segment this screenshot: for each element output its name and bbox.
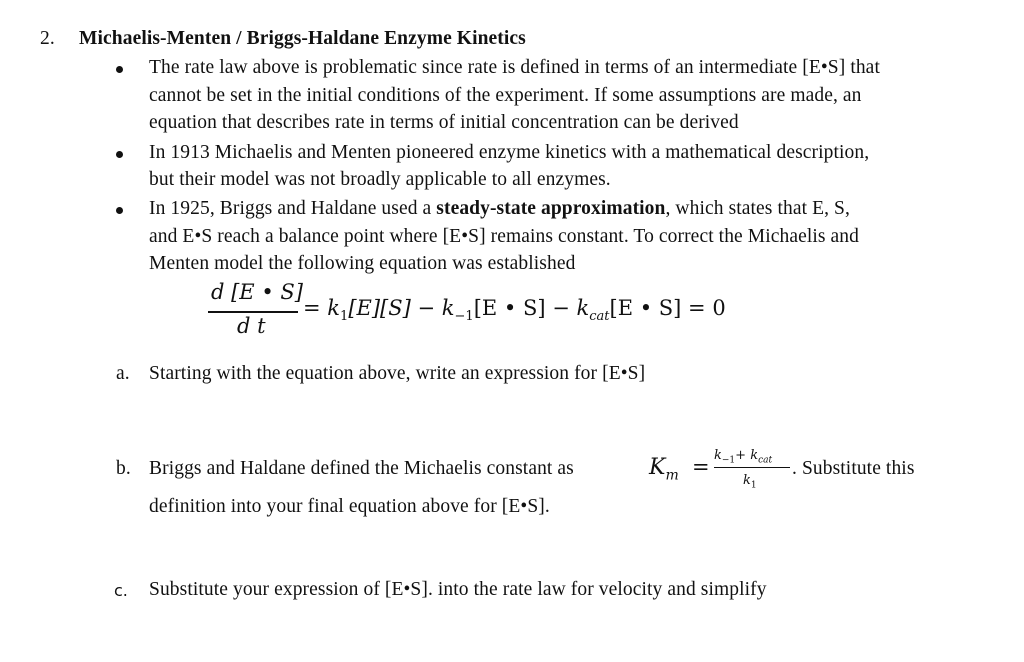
km-denominator [743, 473, 757, 491]
km-fraction-bar [714, 467, 790, 468]
km-equals: = [692, 455, 710, 479]
bullet-1-line-3: equation that describes rate in terms of initial concentration can be derived [149, 112, 739, 133]
km-num-k1: k [714, 448, 722, 463]
equation-numerator: d [E • S] [211, 280, 303, 304]
equation-k-minus1-sub: −1 [454, 309, 474, 325]
km-den-k: k [743, 473, 751, 488]
bullet-1-line-1: The rate law above is problematic since rate is defined in terms of an intermediate [E•S] that [149, 57, 880, 78]
part-a-label: a. [116, 363, 130, 384]
equation-k-minus1: k [441, 296, 455, 320]
km-k: K [649, 455, 666, 480]
section-number: 2. [40, 28, 55, 49]
equation-kcat: k [576, 296, 590, 320]
part-c-label: c. [114, 581, 128, 600]
bullet-3-line-1-pre: In 1925, Briggs and Haldane used a [149, 198, 437, 219]
part-b-text: Briggs and Haldane defined the Michaelis constant as [149, 458, 574, 479]
part-b-label: b. [116, 458, 131, 479]
equation-k1: k [327, 296, 341, 320]
part-b-text-post: . Substitute this [792, 458, 915, 479]
km-num-sub1: −1 [721, 455, 736, 466]
bullet-dot [116, 151, 123, 158]
bullet-dot [116, 207, 123, 214]
km-symbol [649, 455, 679, 484]
equation-term3: [E • S] = 0 [609, 296, 726, 320]
km-numerator [714, 448, 773, 466]
part-c-text: Substitute your expression of [E•S]. into the rate law for velocity and simplify [149, 579, 767, 600]
steady-state-term: steady-state approximation [436, 198, 666, 219]
equation-equals: = [303, 296, 321, 320]
bullet-3-line-2: and E•S reach a balance point where [E•S] remains constant. To correct the Michaelis and [149, 226, 860, 247]
bullet-2-line-2: but their model was not broadly applicable to all enzymes. [149, 169, 611, 190]
equation-kcat-sub: cat [589, 309, 610, 325]
equation-term2: [E • S] [473, 296, 546, 320]
equation-rhs [303, 296, 726, 325]
bullet-2-line-1: In 1913 Michaelis and Menten pioneered enzyme kinetics with a mathematical description, [149, 142, 870, 163]
bullet-dot [116, 66, 123, 73]
bullet-3-line-1-post: , which states that E, S, [665, 198, 850, 219]
part-b-line-2: definition into your final equation above for [E•S]. [149, 496, 550, 517]
km-sub: m [665, 467, 679, 484]
bullet-1-line-2: cannot be set in the initial conditions of the experiment. If some assumptions are made, an [149, 85, 862, 106]
equation-k1-sub: 1 [340, 309, 349, 325]
equation-denominator: d t [237, 314, 266, 338]
km-num-plus: + [735, 448, 751, 463]
km-num-sub2: cat [758, 455, 773, 466]
km-den-sub: 1 [750, 480, 757, 491]
equation-minus-2: − [552, 296, 570, 320]
section-title: Michaelis-Menten / Briggs-Haldane Enzyme Kinetics [79, 28, 526, 49]
equation-minus-1: − [417, 296, 436, 320]
km-num-k2: k [750, 448, 759, 463]
part-a-text: Starting with the equation above, write an expression for [E•S] [149, 363, 646, 384]
equation-fraction-bar [208, 311, 298, 313]
bullet-3-line-1 [149, 198, 850, 220]
equation-term1: [E][S] [348, 296, 411, 320]
bullet-3-line-3: Menten model the following equation was established [149, 253, 576, 274]
